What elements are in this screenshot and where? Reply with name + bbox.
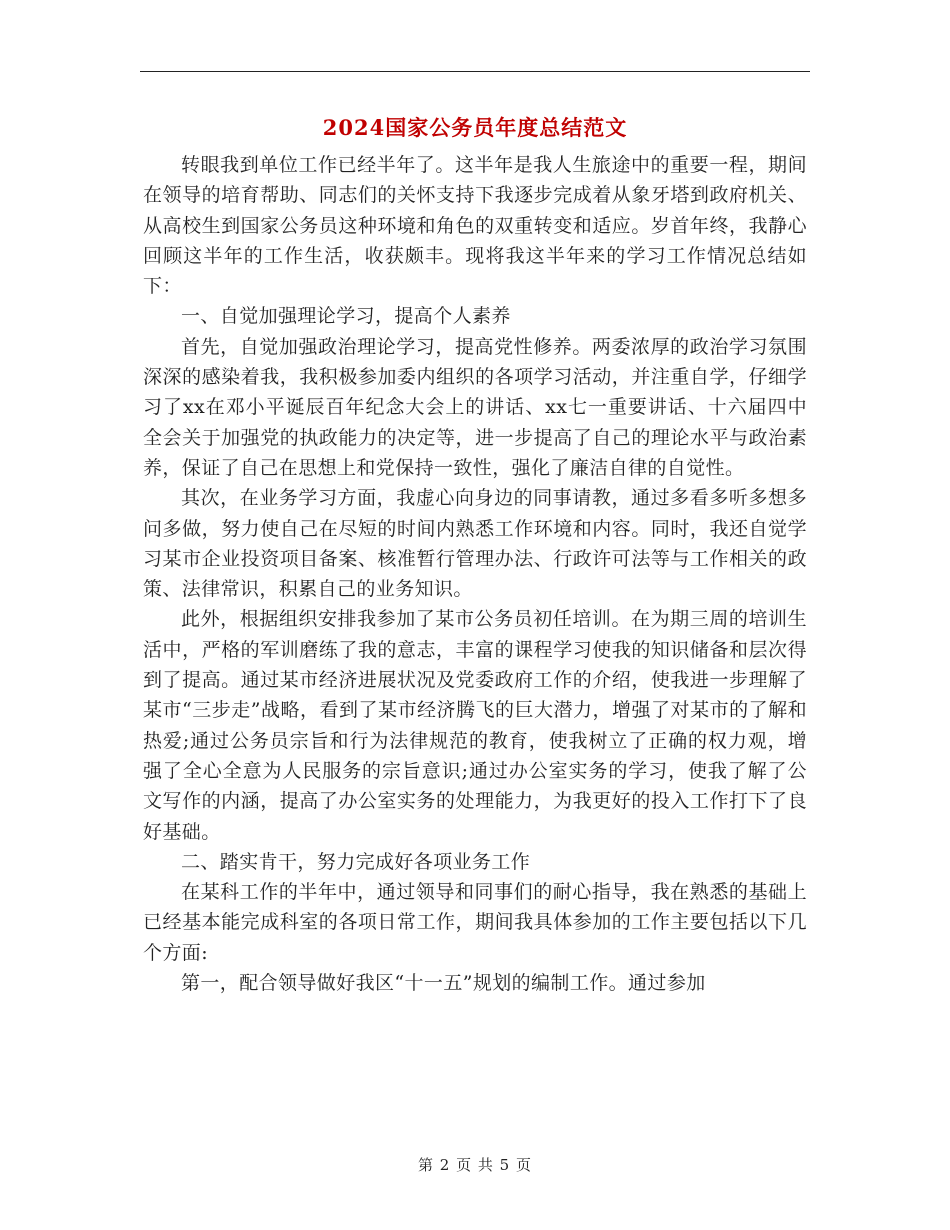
paragraph: 在某科工作的半年中，通过领导和同事们的耐心指导，我在熟悉的基础上已经基本能完成科室的各项日常工作，期间我具体参加的工作主要包括以下几个方面: [143, 881, 807, 964]
section-heading: 一、自觉加强理论学习，提高个人素养 [181, 305, 511, 328]
paragraph: 首先，自觉加强政治理论学习，提高党性修养。两委浓厚的政治学习氛围深深的感染着我，我积极参加委内组织的各项学习活动，并注重自学，仔细学习了xx在邓小平诞辰百年纪念大会上的讲话、xx七一重要讲话、十六届四中全会关于加强党的执政能力的决定等，进一步提高了自己的理论水平与政治素养，保证了自己在思想上和党保持一致性，强化了廉洁自律的自觉性。 [143, 335, 807, 479]
section-heading: 二、踏实肯干，努力完成好各项业务工作 [181, 850, 531, 873]
document-title: 2024国家公务员年度总结范文 [322, 115, 628, 140]
document-body [143, 150, 807, 998]
paragraph: 其次，在业务学习方面，我虚心向身边的同事请教，通过多看多听多想多问多做，努力使自己在尽短的时间内熟悉工作环境和内容。同时，我还自觉学习某市企业投资项目备案、核准暂行管理办法、行政许可法等与工作相关的政策、法律常识，积累自己的业务知识。 [143, 487, 807, 601]
paragraph: 转眼我到单位工作已经半年了。这半年是我人生旅途中的重要一程，期间在领导的培育帮助、同志们的关怀支持下我逐步完成着从象牙塔到政府机关、从高校生到国家公务员这种环境和角色的双重转变和适应。岁首年终，我静心回顾这半年的工作生活，收获颇丰。现将我这半年来的学习工作情况总结如下： [143, 154, 807, 298]
page-footer: 第 2 页 共 5 页 [418, 1156, 532, 1174]
header-rule [140, 71, 810, 72]
paragraph: 此外，根据组织安排我参加了某市公务员初任培训。在为期三周的培训生活中，严格的军训磨练了我的意志，丰富的课程学习使我的知识储备和层次得到了提高。通过某市经济进展状况及党委政府工作的介绍，使我进一步理解了某市“三步走”战略，看到了某市经济腾飞的巨大潜力，增强了对某市的了解和热爱;通过公务员宗旨和行为法律规范的教育，使我树立了正确的权力观，增强了全心全意为人民服务的宗旨意识;通过办公室实务的学习，使我了解了公文写作的内涵，提高了办公室实务的处理能力，为我更好的投入工作打下了良好基础。 [143, 608, 807, 843]
paragraph: 第一，配合领导做好我区“十一五”规划的编制工作。通过参加 [181, 972, 706, 995]
